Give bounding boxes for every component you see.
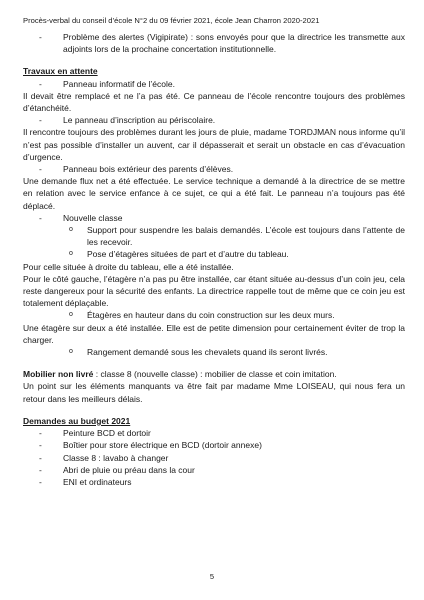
dash-bullet-icon: - bbox=[39, 476, 42, 487]
page-number: 5 bbox=[209, 572, 215, 581]
circle-list-item bbox=[23, 248, 405, 260]
dash-list-item bbox=[23, 163, 405, 175]
circle-list-item bbox=[23, 309, 405, 321]
paragraph: Un point sur les éléments manquants va être fait par madame Mme LOISEAU, qui nous fera un retour dans les meilleurs délais. bbox=[23, 381, 405, 404]
dash-bullet-icon: - bbox=[39, 115, 42, 126]
dash-bullet-icon: - bbox=[39, 452, 42, 463]
page-header: Procès-verbal du conseil d’école N°2 du 09 février 2021, école Jean Charron 2020-2021 bbox=[23, 16, 320, 25]
section-heading: Demandes au budget 2021 bbox=[23, 415, 131, 426]
dash-bullet-icon: - bbox=[39, 164, 42, 175]
list-item-text: Boîtier pour store électrique en BCD (dortoir annexe) bbox=[63, 440, 262, 451]
dash-list-item bbox=[23, 31, 405, 55]
dash-list-item bbox=[23, 439, 405, 451]
spacer bbox=[23, 55, 405, 65]
dash-list-item bbox=[23, 476, 405, 488]
paragraph: Une demande flux net a été effectuée. Le service technique a demandé à la directrice de se mettre en relation avec le service enfance à ce sujet, ce qui a été fait. Le panneau n’a toujours pas été déplacé. bbox=[23, 176, 405, 211]
list-item-text: ENI et ordinateurs bbox=[63, 476, 132, 487]
document-body bbox=[23, 31, 405, 488]
dash-bullet-icon: - bbox=[39, 212, 42, 223]
paragraph-bold-lead: Mobilier non livré bbox=[23, 369, 94, 380]
list-item-text: Nouvelle classe bbox=[63, 212, 123, 223]
dash-bullet-icon: - bbox=[39, 78, 42, 89]
dash-list-item bbox=[23, 452, 405, 464]
dash-bullet-icon: - bbox=[39, 428, 42, 439]
list-item-text: Étagères en hauteur dans du coin construction sur les deux murs. bbox=[87, 310, 335, 321]
list-item-text: Support pour suspendre les balais demandés. L’école est toujours dans l’attente de les recevoir. bbox=[87, 225, 405, 248]
list-item-text: Rangement demandé sous les chevalets quand ils seront livrés. bbox=[87, 347, 328, 358]
dash-bullet-icon: - bbox=[39, 464, 42, 475]
list-item-text: Pose d’étagères situées de part et d’autre du tableau. bbox=[87, 249, 289, 260]
dash-list-item bbox=[23, 464, 405, 476]
list-item-text: Le panneau d’inscription au périscolaire. bbox=[63, 115, 216, 126]
spacer bbox=[23, 358, 405, 368]
circle-bullet-icon: o bbox=[69, 311, 73, 319]
paragraph: Il devait être remplacé et ne l’a pas été. Ce panneau de l’école rencontre toujours des problèmes d’étanchéité. bbox=[23, 90, 405, 114]
list-item-text: Panneau bois extérieur des parents d’élèves. bbox=[63, 164, 234, 175]
circle-list-item bbox=[23, 224, 405, 248]
list-item-text: Panneau informatif de l’école. bbox=[63, 78, 175, 89]
list-item-text: Classe 8 : lavabo à changer bbox=[63, 452, 169, 463]
dash-bullet-icon: - bbox=[39, 440, 42, 451]
list-item-text: Abri de pluie ou préau dans la cour bbox=[63, 464, 195, 475]
list-item-text: Peinture BCD et dortoir bbox=[63, 428, 151, 439]
spacer bbox=[23, 405, 405, 415]
circle-list-item bbox=[23, 346, 405, 358]
circle-bullet-icon: o bbox=[69, 348, 73, 356]
dash-list-item bbox=[23, 114, 405, 126]
paragraph: Une étagère sur deux a été installée. Elle est de petite dimension pour certainement éviter de trop la charger. bbox=[23, 322, 405, 345]
circle-bullet-icon: o bbox=[69, 250, 73, 258]
paragraph bbox=[23, 368, 405, 380]
dash-list-item bbox=[23, 427, 405, 439]
paragraph: Pour le côté gauche, l’étagère n’a pas pu être installée, car étant située au-dessus d’un coin jeu, cela reste dangereux pour la sécurité des enfants. La directrice rappelle tout de même que ce coin jeu est totalement déplaçable. bbox=[23, 273, 405, 309]
circle-bullet-icon: o bbox=[69, 226, 73, 234]
paragraph: Pour celle située à droite du tableau, elle a été installée. bbox=[23, 261, 234, 272]
list-item-text: Problème des alertes (Vigipirate) : sons envoyés pour que la directrice les transmette aux adjoints lors de la prochaine concertation institutionnelle. bbox=[63, 32, 405, 55]
section-heading: Travaux en attente bbox=[23, 66, 98, 77]
dash-bullet-icon: - bbox=[39, 32, 42, 42]
paragraph: Il rencontre toujours des problèmes durant les jours de pluie, madame TORDJMAN nous informe qu’il n’est pas possible d’installer un auvent, car il dépasserait et serait un obstacle en cas d’évacuation d’urgence. bbox=[23, 127, 405, 162]
dash-list-item bbox=[23, 78, 405, 90]
dash-list-item bbox=[23, 212, 405, 224]
paragraph-text: : classe 8 (nouvelle classe) : mobilier de classe et coin imitation. bbox=[93, 369, 337, 380]
